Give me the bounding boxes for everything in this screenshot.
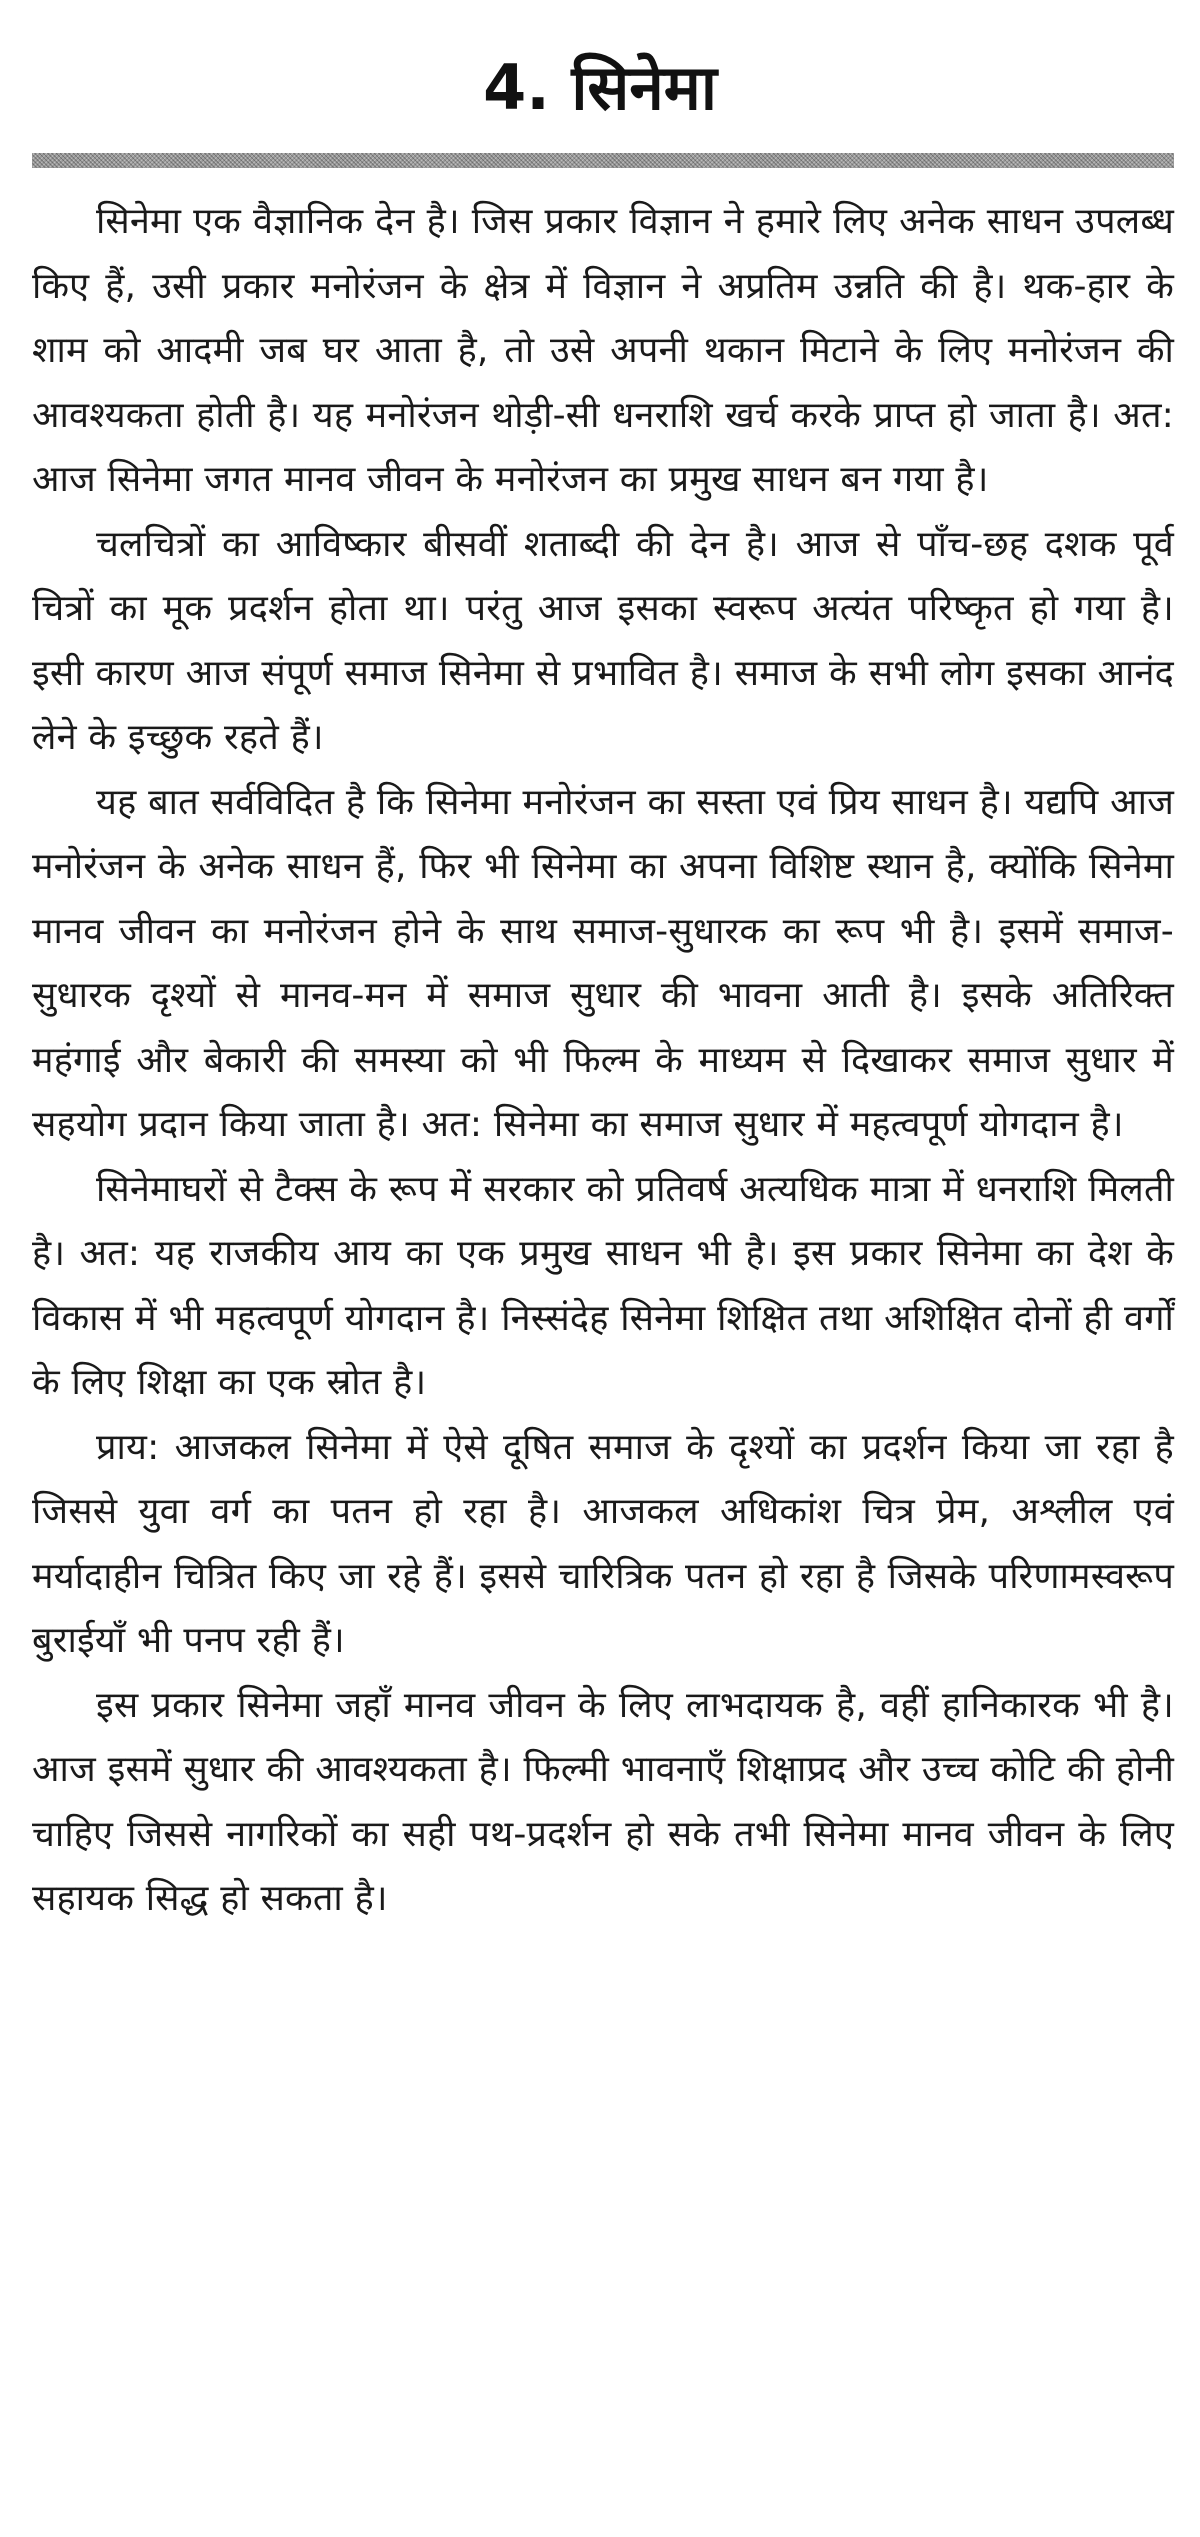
title-divider <box>32 153 1174 168</box>
paragraph-2: चलचित्रों का आविष्कार बीसवीं शताब्दी की देन है। आज से पाँच-छह दशक पूर्व चित्रों का मूक प्रदर्शन होता था। परंतु आज इसका स्वरूप अत्यंत परिष्कृत हो गया है। इसी कारण आज संपूर्ण समाज सिनेमा से प्रभावित है। समाज के सभी लोग इसका आनंद लेने के इच्छुक रहते हैं। <box>32 523 1174 758</box>
page-title: 4. सिनेमा <box>483 51 717 124</box>
paragraph-6: इस प्रकार सिनेमा जहाँ मानव जीवन के लिए लाभदायक है, वहीं हानिकारक भी है। आज इसमें सुधार की आवश्यकता है। फिल्मी भावनाएँ शिक्षाप्रद और उच्च कोटि की होनी चाहिए जिससे नागरिकों का सही पथ-प्रदर्शन हो सके तभी सिनेमा मानव जीवन के लिए सहायक सिद्ध हो सकता है। <box>32 1684 1174 1919</box>
paragraph-4: सिनेमाघरों से टैक्स के रूप में सरकार को प्रतिवर्ष अत्यधिक मात्रा में धनराशि मिलती है। अत: यह राजकीय आय का एक प्रमुख साधन भी है। इस प्रकार सिनेमा का देश के विकास में भी महत्वपूर्ण योगदान है। निस्संदेह सिनेमा शिक्षित तथा अशिक्षित दोनों ही वर्गों के लिए शिक्षा का एक स्रोत है। <box>32 1168 1174 1403</box>
paragraph-3: यह बात सर्वविदित है कि सिनेमा मनोरंजन का सस्ता एवं प्रिय साधन है। यद्यपि आज मनोरंजन के अनेक साधन हैं, फिर भी सिनेमा का अपना विशिष्ट स्थान है, क्योंकि सिनेमा मानव जीवन का मनोरंजन होने के साथ समाज-सुधारक का रूप भी है। इसमें समाज-सुधारक दृश्यों से मानव-मन में समाज सुधार की भावना आती है। इसके अतिरिक्त महंगाई और बेकारी की समस्या को भी फिल्म के माध्यम से दिखाकर समाज सुधार में सहयोग प्रदान किया जाता है। अत: सिनेमा का समाज सुधार में महत्वपूर्ण योगदान है। <box>32 781 1174 1145</box>
paragraph-5: प्राय: आजकल सिनेमा में ऐसे दूषित समाज के दृश्यों का प्रदर्शन किया जा रहा है जिससे युवा वर्ग का पतन हो रहा है। आजकल अधिकांश चित्र प्रेम, अश्लील एवं मर्यादाहीन चित्रित किए जा रहे हैं। इससे चारित्रिक पतन हो रहा है जिसके परिणामस्वरूप बुराईयाँ भी पनप रही हैं। <box>32 1426 1174 1661</box>
essay-body <box>32 190 1174 1932</box>
paragraph-1: सिनेमा एक वैज्ञानिक देन है। जिस प्रकार विज्ञान ने हमारे लिए अनेक साधन उपलब्ध किए हैं, उसी प्रकार मनोरंजन के क्षेत्र में विज्ञान ने अप्रतिम उन्नति की है। थक-हार के शाम को आदमी जब घर आता है, तो उसे अपनी थकान मिटाने के लिए मनोरंजन की आवश्यकता होती है। यह मनोरंजन थोड़ी-सी धनराशि खर्च करके प्राप्त हो जाता है। अत: आज सिनेमा जगत मानव जीवन के मनोरंजन का प्रमुख साधन बन गया है। <box>32 201 1174 500</box>
